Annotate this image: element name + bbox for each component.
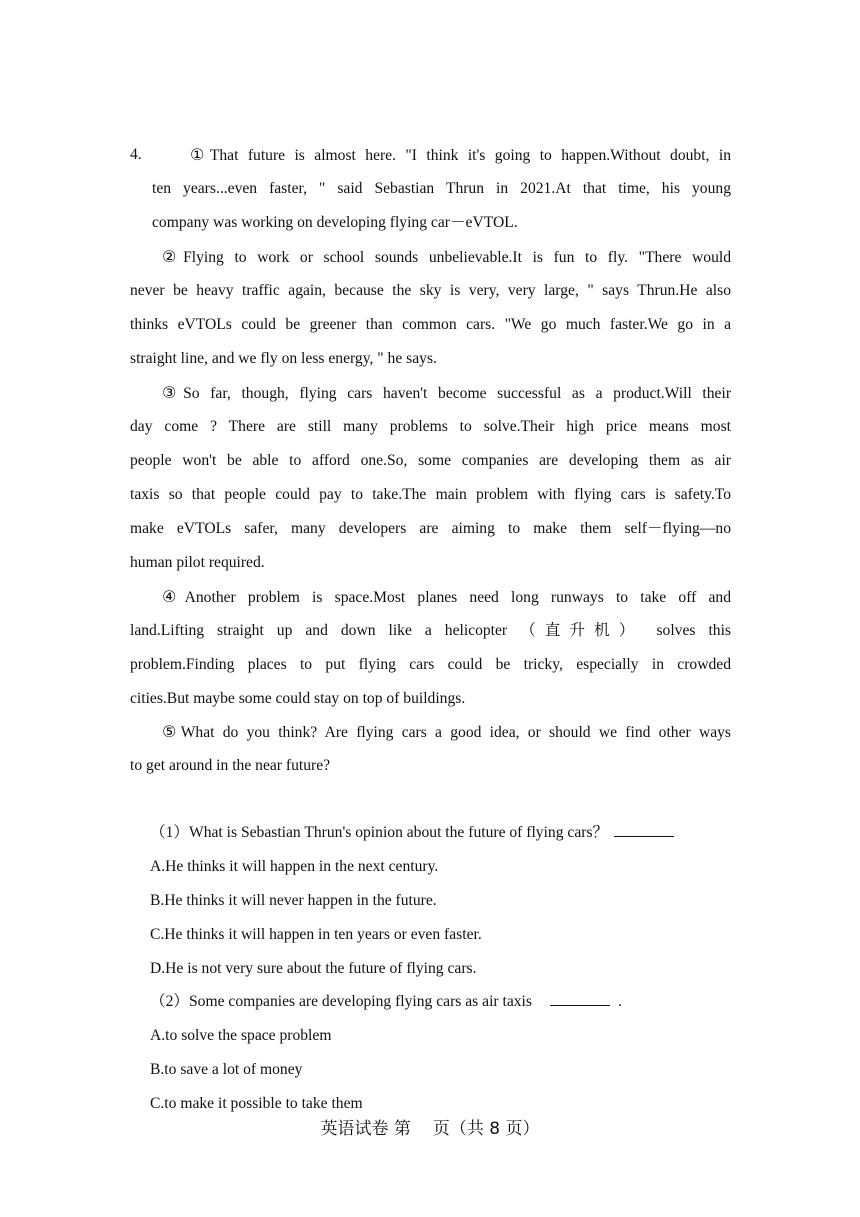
question-2-option-c: C.to make it possible to take them [150,1095,363,1112]
passage-p3-line-5: make eVTOLs safer, many developers are aiming to make them self－flying—no [130,520,731,537]
paragraph-marker-2: ② [162,247,184,266]
passage-p2-line-2: never be heavy traffic again, because the sky is very, very large, " says Thrun.He also [130,282,731,299]
passage-p2-line-1: ②Flying to work or school sounds unbelievable.It is fun to fly. "There would [162,247,731,266]
passage-p4-line-2: land.Lifting straight up and down like a helicopter （直升机） solves this [130,622,731,639]
passage-p2-line-3: thinks eVTOLs could be greener than common cars. "We go much faster.We go in a [130,316,731,333]
question-1-option-a: A.He thinks it will happen in the next century. [150,858,439,875]
passage-p5-line-1: ⑤What do you think? Are flying cars a good idea, or should we find other ways [162,722,731,741]
answer-blank-2[interactable] [550,991,610,1006]
passage-p4-line-3: problem.Finding places to put flying cars could be tricky, especially in crowded [130,656,731,673]
paragraph-marker-4: ④ [162,587,185,606]
question-1-option-c: C.He thinks it will happen in ten years or even faster. [150,926,482,943]
passage-p3-line-4: taxis so that people could pay to take.The main problem with flying cars is safety.To [130,486,731,503]
footer-right: 页（共 8 页） [432,1119,540,1139]
question-1-option-b: B.He thinks it will never happen in the future. [150,892,437,909]
passage-p1-line-2: ten years...even faster, " said Sebastian Thrun in 2021.At that time, his young [152,180,731,197]
passage-p3-line-6: human pilot required. [130,554,265,571]
question-1-option-d: D.He is not very sure about the future of flying cars. [150,960,477,977]
footer-left: 英语试卷 第 [320,1119,411,1139]
passage-p4-line-4: cities.But maybe some could stay on top of buildings. [130,690,466,707]
passage-p3-line-2: day come ? There are still many problems to solve.Their high price means most [130,418,731,435]
passage-p1-line-3: company was working on developing flying car－eVTOL. [152,214,518,231]
passage-p3-line-1: ③So far, though, flying cars haven't become successful as a product.Will their [162,383,732,402]
answer-blank-1[interactable] [614,822,674,837]
paragraph-marker-5: ⑤ [162,722,181,741]
question-2-stem: （2）Some companies are developing flying cars as air taxis . [150,993,622,1010]
question-2-option-b: B.to save a lot of money [150,1061,303,1078]
paragraph-marker-1: ① [190,145,210,164]
passage-p3-line-3: people won't be able to afford one.So, some companies are developing them as air [130,452,731,469]
passage-p4-line-1: ④Another problem is space.Most planes need long runways to take off and [162,587,731,606]
passage-p2-line-4: straight line, and we fly on less energy, " he says. [130,350,437,367]
paragraph-marker-3: ③ [162,383,184,402]
question-number: 4. [130,146,142,163]
question-1-stem: （1）What is Sebastian Thrun's opinion about the future of flying cars？ [150,822,751,844]
passage-p1-line-1: ①That future is almost here. "I think it's going to happen.Without doubt, in [190,145,731,164]
passage-p5-line-2: to get around in the near future? [130,757,331,774]
page-footer [0,1117,860,1141]
question-2-option-a: A.to solve the space problem [150,1027,332,1044]
